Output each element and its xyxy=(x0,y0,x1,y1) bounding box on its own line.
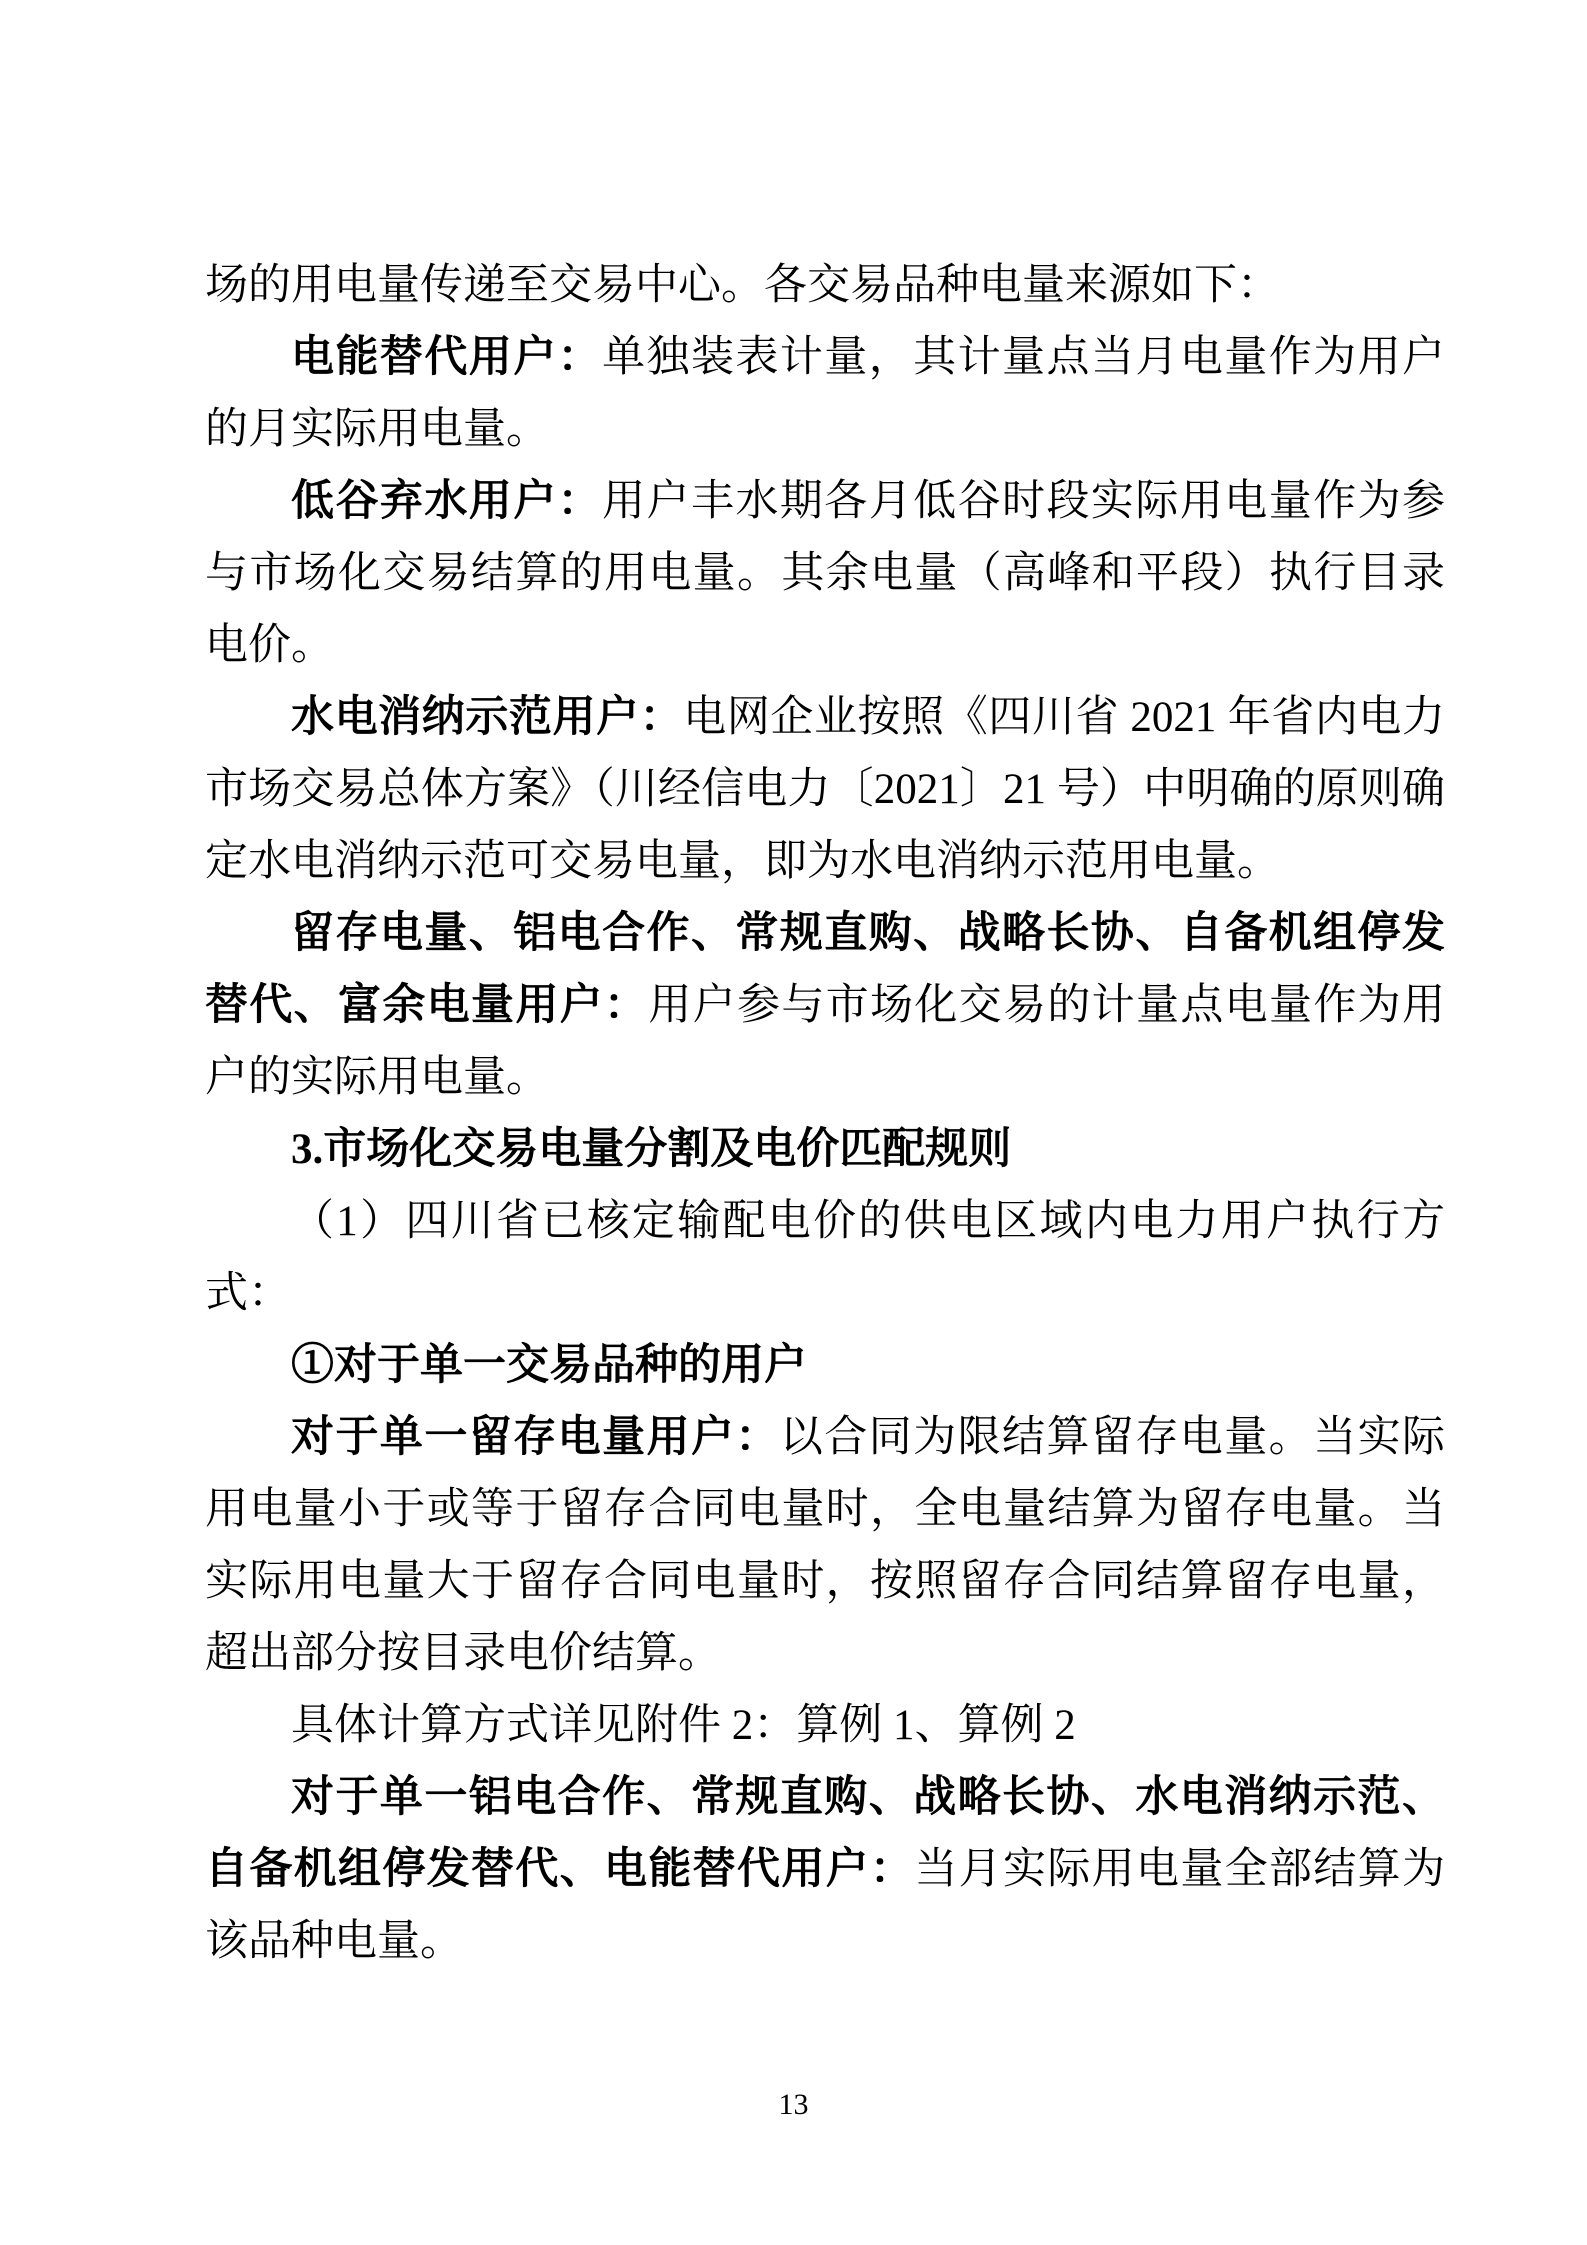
page-number: 13 xyxy=(778,2088,809,2121)
bold-text-run: 水电消纳示范用户： xyxy=(291,694,684,741)
paragraph xyxy=(205,250,1445,322)
bold-text-run: 留存电量、铝电合作、常规直购、战略长协、自备机组停发替代、富余电量用户： xyxy=(205,910,1445,1029)
text-run: 当月实际用电量全部结算为该品种电量。 xyxy=(205,1846,1446,1965)
text-run: 用户参与市场化交易的计量点电量作为用户的实际用电量。 xyxy=(205,982,1446,1101)
paragraph xyxy=(205,1330,1445,1402)
text-run: 电网企业按照《四川省 2021 年省内电力市场交易总体方案》（川经信电力〔2021〕21 号）中明确的原则确定水电消纳示范可交易电量，即为水电消纳示范用电量。 xyxy=(205,694,1446,885)
paragraph xyxy=(205,1690,1445,1762)
bold-text-run: 对于单一铝电合作、常规直购、战略长协、水电消纳示范、自备机组停发替代、电能替代用户： xyxy=(205,1774,1445,1893)
text-run: 场的用电量传递至交易中心。各交易品种电量来源如下： xyxy=(205,262,1280,309)
paragraph xyxy=(205,1402,1445,1690)
text-run: 具体计算方式详见附件 2：算例 1、算例 2 xyxy=(291,1702,1076,1749)
text-run: 用户丰水期各月低谷时段实际用电量作为参与市场化交易结算的用电量。其余电量（高峰和平段）执行目录电价。 xyxy=(205,478,1446,669)
paragraph xyxy=(205,682,1445,898)
paragraph xyxy=(205,1186,1445,1330)
paragraph xyxy=(205,898,1445,1114)
bold-text-run: 对于单一留存电量用户： xyxy=(291,1414,780,1461)
bold-text-run: 电能替代用户： xyxy=(291,334,603,381)
bold-text-run: 3.市场化交易电量分割及电价匹配规则 xyxy=(291,1126,1012,1173)
paragraph xyxy=(205,322,1445,466)
bold-text-run: ①对于单一交易品种的用户 xyxy=(291,1342,807,1389)
paragraph xyxy=(205,1114,1445,1186)
text-block xyxy=(205,250,1445,1978)
bold-text-run: 低谷弃水用户： xyxy=(291,478,603,525)
paragraph xyxy=(205,1762,1445,1978)
text-run: 单独装表计量，其计量点当月电量作为用户的月实际用电量。 xyxy=(205,334,1446,453)
text-run: 以合同为限结算留存电量。当实际用电量小于或等于留存合同电量时，全电量结算为留存电量。当实际用电量大于留存合同电量时，按照留存合同结算留存电量，超出部分按目录电价结算。 xyxy=(205,1414,1446,1677)
paragraph xyxy=(205,466,1445,682)
text-run: （1）四川省已核定输配电价的供电区域内电力用户执行方式： xyxy=(205,1198,1445,1317)
